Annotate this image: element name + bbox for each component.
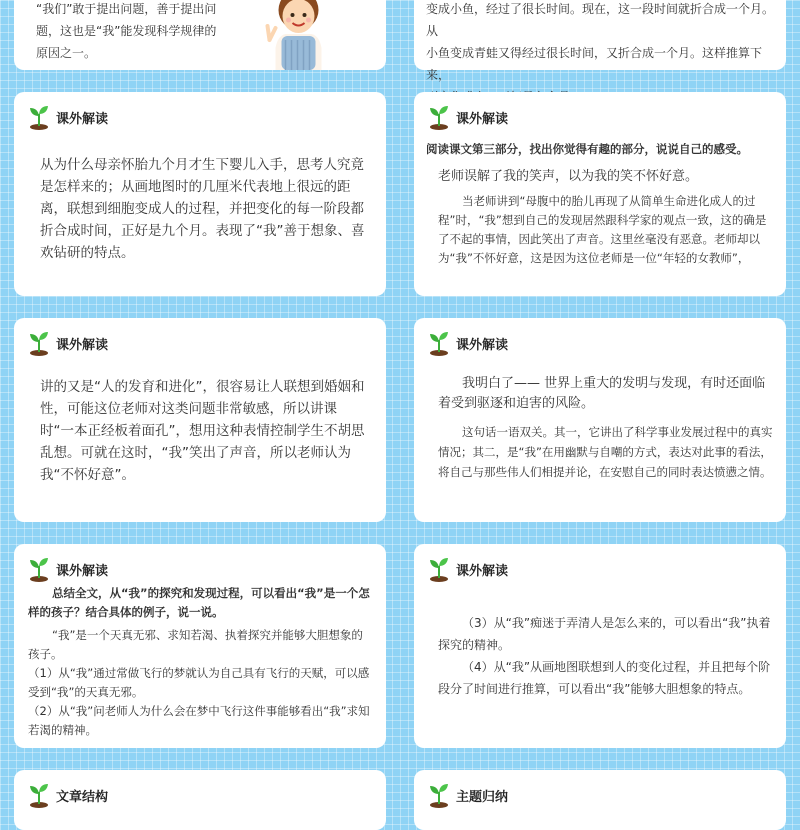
card-theme: [414, 770, 786, 830]
top-right-line: 小鱼变成青蛙又得经过很长时间，又折合成一个月。这样推算下来，: [426, 46, 763, 82]
top-right-line: 变成小鱼，经过了很长时间。现在，这一段时间就折合成一个月。从: [426, 2, 775, 38]
card-header: [28, 556, 108, 582]
sprout-icon: [428, 330, 450, 356]
top-left-line: “我们”敢于提出问题，善于提出问: [36, 2, 217, 16]
sprout-icon: [28, 104, 50, 130]
card4-quote: 我明白了—— 世界上重大的发明与发现，有时还面临着受到驱逐和迫害的风险。: [438, 376, 766, 411]
top-left-line: 题，这也是“我”能发现科学规律的: [36, 24, 217, 38]
card6-item-3: （3）从“我”痴迷于弄清人是怎么来的，可以看出“我”执着探究的精神。: [438, 616, 771, 652]
sprout-icon: [428, 556, 450, 582]
card-header: [428, 330, 508, 356]
section-title: 课外解读: [56, 337, 109, 353]
sprout-icon: [28, 330, 50, 356]
card-header: [28, 104, 108, 130]
card-top-right: [414, 0, 786, 82]
card-reading-4: [414, 318, 786, 522]
section-title: 课外解读: [456, 563, 509, 579]
card5-item-2: （2）从“我”问老师人为什么会在梦中飞行这件事能够看出“我”求知若渴的精神。: [28, 704, 370, 737]
card1-text: 从为什么母亲怀胎九个月才生下婴儿入手，思考人究竟是怎样来的；从画地图时的几厘米代表地上很远的距离，联想到细胞变成人的过程，并把变化的每一阶段都折合成时间，正好是九个月。表现了“我”善于想象、喜欢钻研的特点。: [40, 157, 365, 261]
card2-explain: 当老师讲到“母腹中的胎儿再现了从简单生命进化成人的过程”时，“我”想到自己的发现居然跟科学家的观点一致，这的确是了不起的事情，因此笑出了声音。这里丝毫没有恶意。老师却以为“我”不怀好意，这是因为这位老师是一位“年轻的女教师”，: [438, 194, 767, 265]
teacher-illustration: [259, 0, 334, 70]
top-left-line: 原因之一。: [36, 46, 97, 60]
section-title: 主题归纳: [456, 789, 509, 805]
card-header: [428, 782, 508, 808]
card-top-left: [14, 0, 386, 70]
card5-question: 总结全文，从“我”的探究和发现过程，可以看出“我”是一个怎样的孩子？结合具体的例子，说一说。: [28, 586, 370, 619]
card5-answer: “我”是一个天真无邪、求知若渴、执着探究并能够大胆想象的孩子。: [28, 628, 363, 661]
sprout-icon: [28, 556, 50, 582]
card-header: [28, 330, 108, 356]
card-reading-3: [14, 318, 386, 522]
section-title: 文章结构: [56, 789, 109, 805]
card6-item-4: （4）从“我”从画地图联想到人的变化过程，并且把每个阶段分了时间进行推算，可以看出“我”能够大胆想象的特点。: [438, 660, 771, 696]
card5-item-1: （1）从“我”通过常做飞行的梦就认为自己具有飞行的天赋，可以感受到“我”的天真无邪。: [28, 666, 370, 699]
card-structure: [14, 770, 386, 830]
sprout-icon: [428, 104, 450, 130]
card-header: [428, 104, 508, 130]
card-reading-6: [414, 544, 786, 748]
card-reading-2: [414, 92, 786, 296]
section-title: 课外解读: [456, 111, 509, 127]
sprout-icon: [428, 782, 450, 808]
section-title: 课外解读: [56, 111, 109, 127]
card-reading-5: [14, 544, 386, 748]
section-title: 课外解读: [56, 563, 109, 579]
card2-question: 阅读课文第三部分，找出你觉得有趣的部分，说说自己的感受。: [426, 142, 748, 156]
card2-quote: 老师误解了我的笑声，以为我的笑不怀好意。: [438, 169, 699, 184]
section-title: 课外解读: [456, 337, 509, 353]
card-header: [428, 556, 508, 582]
card3-text: 讲的又是“人的发育和进化”，很容易让人联想到婚姻和性，可能这位老师对这类问题非常敏感，所以讲课时“一本正经板着面孔”，想用这种表情控制学生不胡思乱想。可就在这时，“我”笑出了声音，所以老师认为我“不怀好意”。: [40, 379, 365, 483]
card4-explain: 这句话一语双关。其一，它讲出了科学事业发展过程中的真实情况；其二，是“我”在用幽默与自嘲的方式，表达对此事的看法，将自己与那些伟人们相提并论，在安慰自己的同时表达愤懑之情。: [438, 425, 773, 479]
sprout-icon: [28, 782, 50, 808]
card-reading-1: [14, 92, 386, 296]
top-left-text: [36, 0, 236, 64]
card-header: [28, 782, 108, 808]
